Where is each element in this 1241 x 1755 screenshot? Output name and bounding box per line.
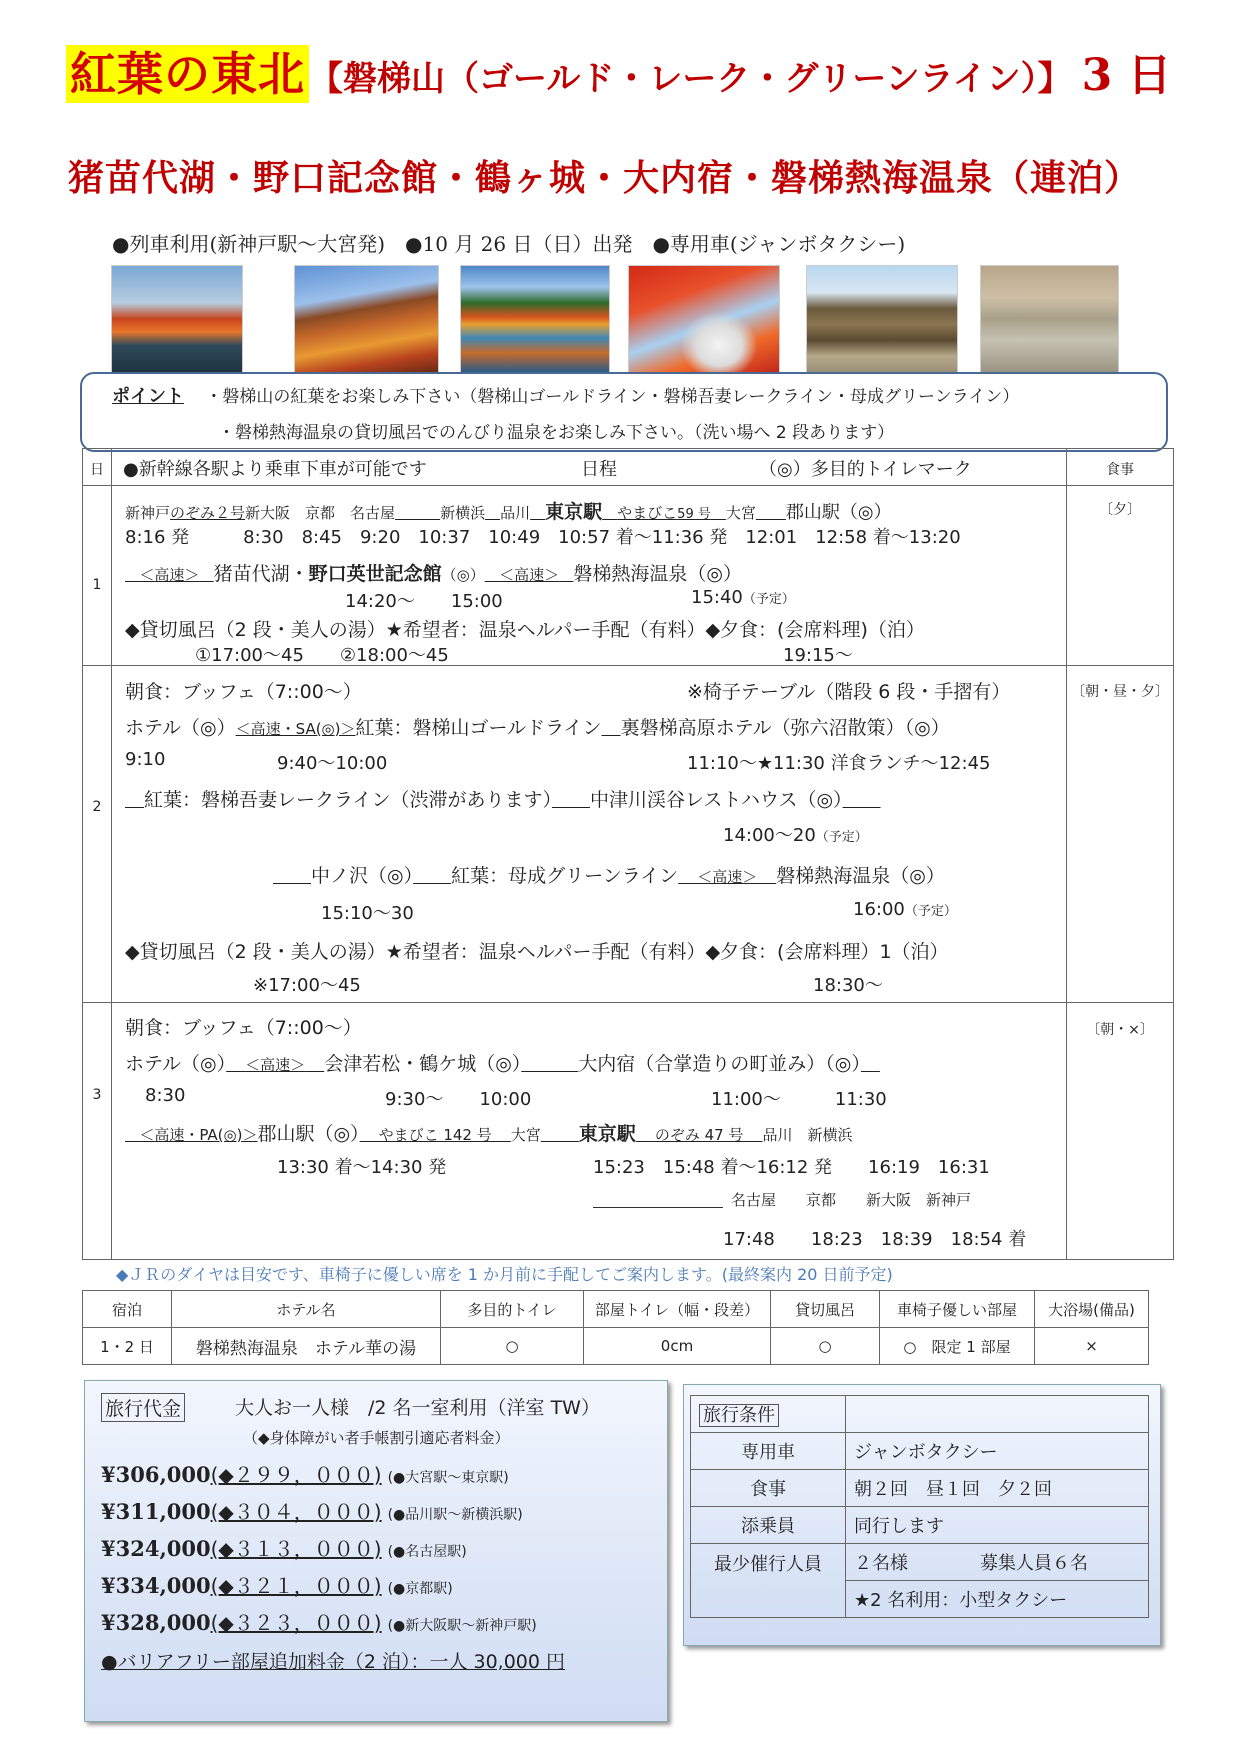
day2-breakfast: 朝食：ブッフェ（7::00～） [125,681,362,703]
day2-onsen-time: 16:00（予定） [853,899,957,920]
point-line1: ・磐梯山の紅葉をお楽しみ下さい（磐梯山ゴールドライン・磐梯吾妻レークライン・母成グリーンライン） [205,387,1020,407]
day3-t4: 13:30 着～14:30 発 [277,1157,447,1178]
barrier-free-fee: ●バリアフリー部屋追加料金（2 泊）：一人 30,000 円 [101,1651,566,1673]
day1-meal: 〔夕〕 [1099,502,1141,518]
price-item: ¥328,000(◆３２３，０００) (●新大阪駅～新神戸駅) [101,1610,537,1635]
page-title [66,38,1172,104]
price-item: ¥324,000(◆３１３，０００) (●名古屋駅) [101,1536,467,1561]
day1-bath: ◆貸切風呂（2 段・美人の湯）★希望者：温泉ヘルパー手配（有料）◆夕食：(会席料理)（泊） [125,619,925,641]
day3-breakfast: 朝食：ブッフェ（7::00～） [125,1017,362,1039]
price-desc: 大人お一人様 /2 名一室利用（洋室 TW） [235,1397,600,1419]
day1-route: 新神戸のぞみ２号新大阪 京都 名古屋 新横浜 品川 東京駅 やまびこ59 号 大宮 郡山駅（◎） [125,501,892,523]
cond-row: 専用車 ジャンボタクシー [691,1433,1149,1470]
header-mark: （◎）多目的トイレマーク [759,459,972,480]
header-day: 日 [90,462,104,478]
title-days: 3 日 [1081,50,1172,101]
point-label: ポイント [112,386,184,407]
day2-t1: 9:10 [125,749,166,770]
lake-reflection-photo [460,265,610,373]
day2-t3: 15:10～30 [321,903,414,924]
day3-arrive-times: 17:48 18:23 18:39 18:54 着 [723,1229,1027,1250]
cond-row: 添乗員 同行します [691,1507,1149,1544]
trip-info: ●列車利用(新神戸駅～大宮発) ●10 月 26 日（日）出発 ●専用車(ジャンボタクシー) [112,232,906,256]
price-sub: （◆身体障がい者手帳割引適応者料金） [243,1429,510,1447]
day1-onsen-time: 15:40（予定） [691,587,795,608]
day3-route1: ホテル（◎） ＜高速＞ 会津若松・鶴ケ城（◎） 大内宿（合掌造りの町並み）（◎） [125,1053,861,1075]
day2-meal: 〔朝・昼・夕〕 [1071,684,1169,700]
day1-times2: 14:20～ 15:00 [345,591,503,612]
day3-t5: 15:23 15:48 着～16:12 発 16:19 16:31 [593,1157,990,1178]
day2-t2: 9:40～10:00 [277,753,388,774]
cond-extra: ★2 名利用：小型タクシー [846,1581,1149,1618]
header-meal: 食事 [1106,462,1134,478]
header-plan: 日程 [581,459,617,480]
cond-row: 食事 朝２回 昼１回 夕２回 [691,1470,1149,1507]
price-item: ¥334,000(◆３２１，０００) (●京都駅) [101,1573,453,1598]
day3-t2: 9:30～ 10:00 [385,1089,532,1110]
conditions-box [683,1384,1161,1646]
castle-autumn-photo [628,265,780,373]
day2-bath: ◆貸切風呂（2 段・美人の湯）★希望者：温泉ヘルパー手配（有料）◆夕食：(会席料理）1（泊） [125,941,949,963]
hotel-table [82,1290,1149,1365]
conditions-label: 旅行条件 [699,1404,779,1427]
price-item: ¥306,000(◆２９９，０００) (●大宮駅～東京駅) [101,1462,509,1487]
day2-bath-time: ※17:00～45 [253,975,361,996]
day1-times: 8:16 発 8:30 8:45 9:20 10:37 10:49 10:57 着～11:36 発 12:01 12:58 着～13:20 [125,527,961,548]
day2-route1: ホテル（◎）＜高速・SA(◎)＞紅葉：磐梯山ゴールドライン 裏磐梯高原ホテル（弥六沼散策）（◎） [125,717,950,739]
day2-dinner-time: 18:30～ [813,975,883,996]
price-item: ¥311,000(◆３０４，０００) (●品川駅～新横浜駅) [101,1499,523,1524]
onsen-bath-photo [980,265,1119,373]
day1-dinner-time: 19:15～ [783,645,853,666]
hotel-row: 1・2 日 磐梯熱海温泉 ホテル華の湯 ○ 0cm ○ ○ 限定 1 部屋 × [83,1328,1149,1365]
price-label: 旅行代金 [101,1393,185,1422]
day2-number: 2 [92,799,102,815]
day1-number: 1 [92,577,102,593]
day3-meal: 〔朝・×〕 [1086,1022,1154,1038]
page-subtitle: 猪苗代湖・野口記念館・鶴ヶ城・大内宿・磐梯熱海温泉（連泊） [68,157,1142,199]
mountain-autumn-photo [294,265,439,373]
day3-number: 3 [92,1087,102,1103]
jr-notice: ◆ＪＲのダイヤは目安です、車椅子に優しい席を 1 か月前に手配してご案内します。(最終案内 20 日前予定) [116,1265,893,1284]
day2-lunch: 11:10～★11:30 洋食ランチ～12:45 [687,753,991,774]
title-highlight: 紅葉の東北 [66,45,309,103]
cond-row: 最少催行人員 ２名様 募集人員６名 [691,1544,1149,1581]
day1-bath-times: ①17:00～45 ②18:00～45 [195,645,449,666]
hotel-header-row: 宿泊 ホテル名 多目的トイレ 部屋トイレ（幅・段差） 貸切風呂 車椅子優しい部屋 大浴場(備品) [83,1291,1149,1328]
point-line2: ・磐梯熱海温泉の貸切風呂でのんびり温泉をお楽しみ下さい。（洗い場へ 2 段あります） [218,423,895,443]
day2-route3: 中ノ沢（◎） 紅葉：母成グリーンライン ＜高速＞ 磐梯熱海温泉（◎） [311,865,945,887]
title-rest: 【磐梯山（ゴールド・レーク・グリーンライン）】 [309,59,1072,99]
day3-stations: 名古屋 京都 新大阪 新神戸 [731,1191,972,1209]
day2-route2: 紅葉：磐梯吾妻レークライン（渋滞があります） 中津川渓谷レストハウス（◎） [144,789,843,811]
autumn-lake-photo [111,265,243,373]
header-note: ●新幹線各駅より乗車下車が可能です [123,459,427,480]
day3-route2: ＜高速・PA(◎)＞郡山駅（◎） やまびこ 142 号 大宮 東京駅 のぞみ 47 号 品川 新横浜 [139,1123,853,1145]
conditions-table [690,1395,1149,1618]
day3-t3: 11:00～ 11:30 [711,1089,887,1110]
village-photo [806,265,958,373]
price-box [84,1380,668,1722]
point-box [80,372,1168,452]
day1-route2: ＜高速＞ 猪苗代湖・野口英世記念館（◎） ＜高速＞ 磐梯熱海温泉（◎） [139,563,742,585]
day3-t1: 8:30 [145,1085,186,1106]
schedule-table [82,448,1174,1260]
day2-rest-time: 14:00～20（予定） [723,825,868,846]
day2-seat-note: ※椅子テーブル（階段 6 段・手摺有） [687,681,1011,703]
